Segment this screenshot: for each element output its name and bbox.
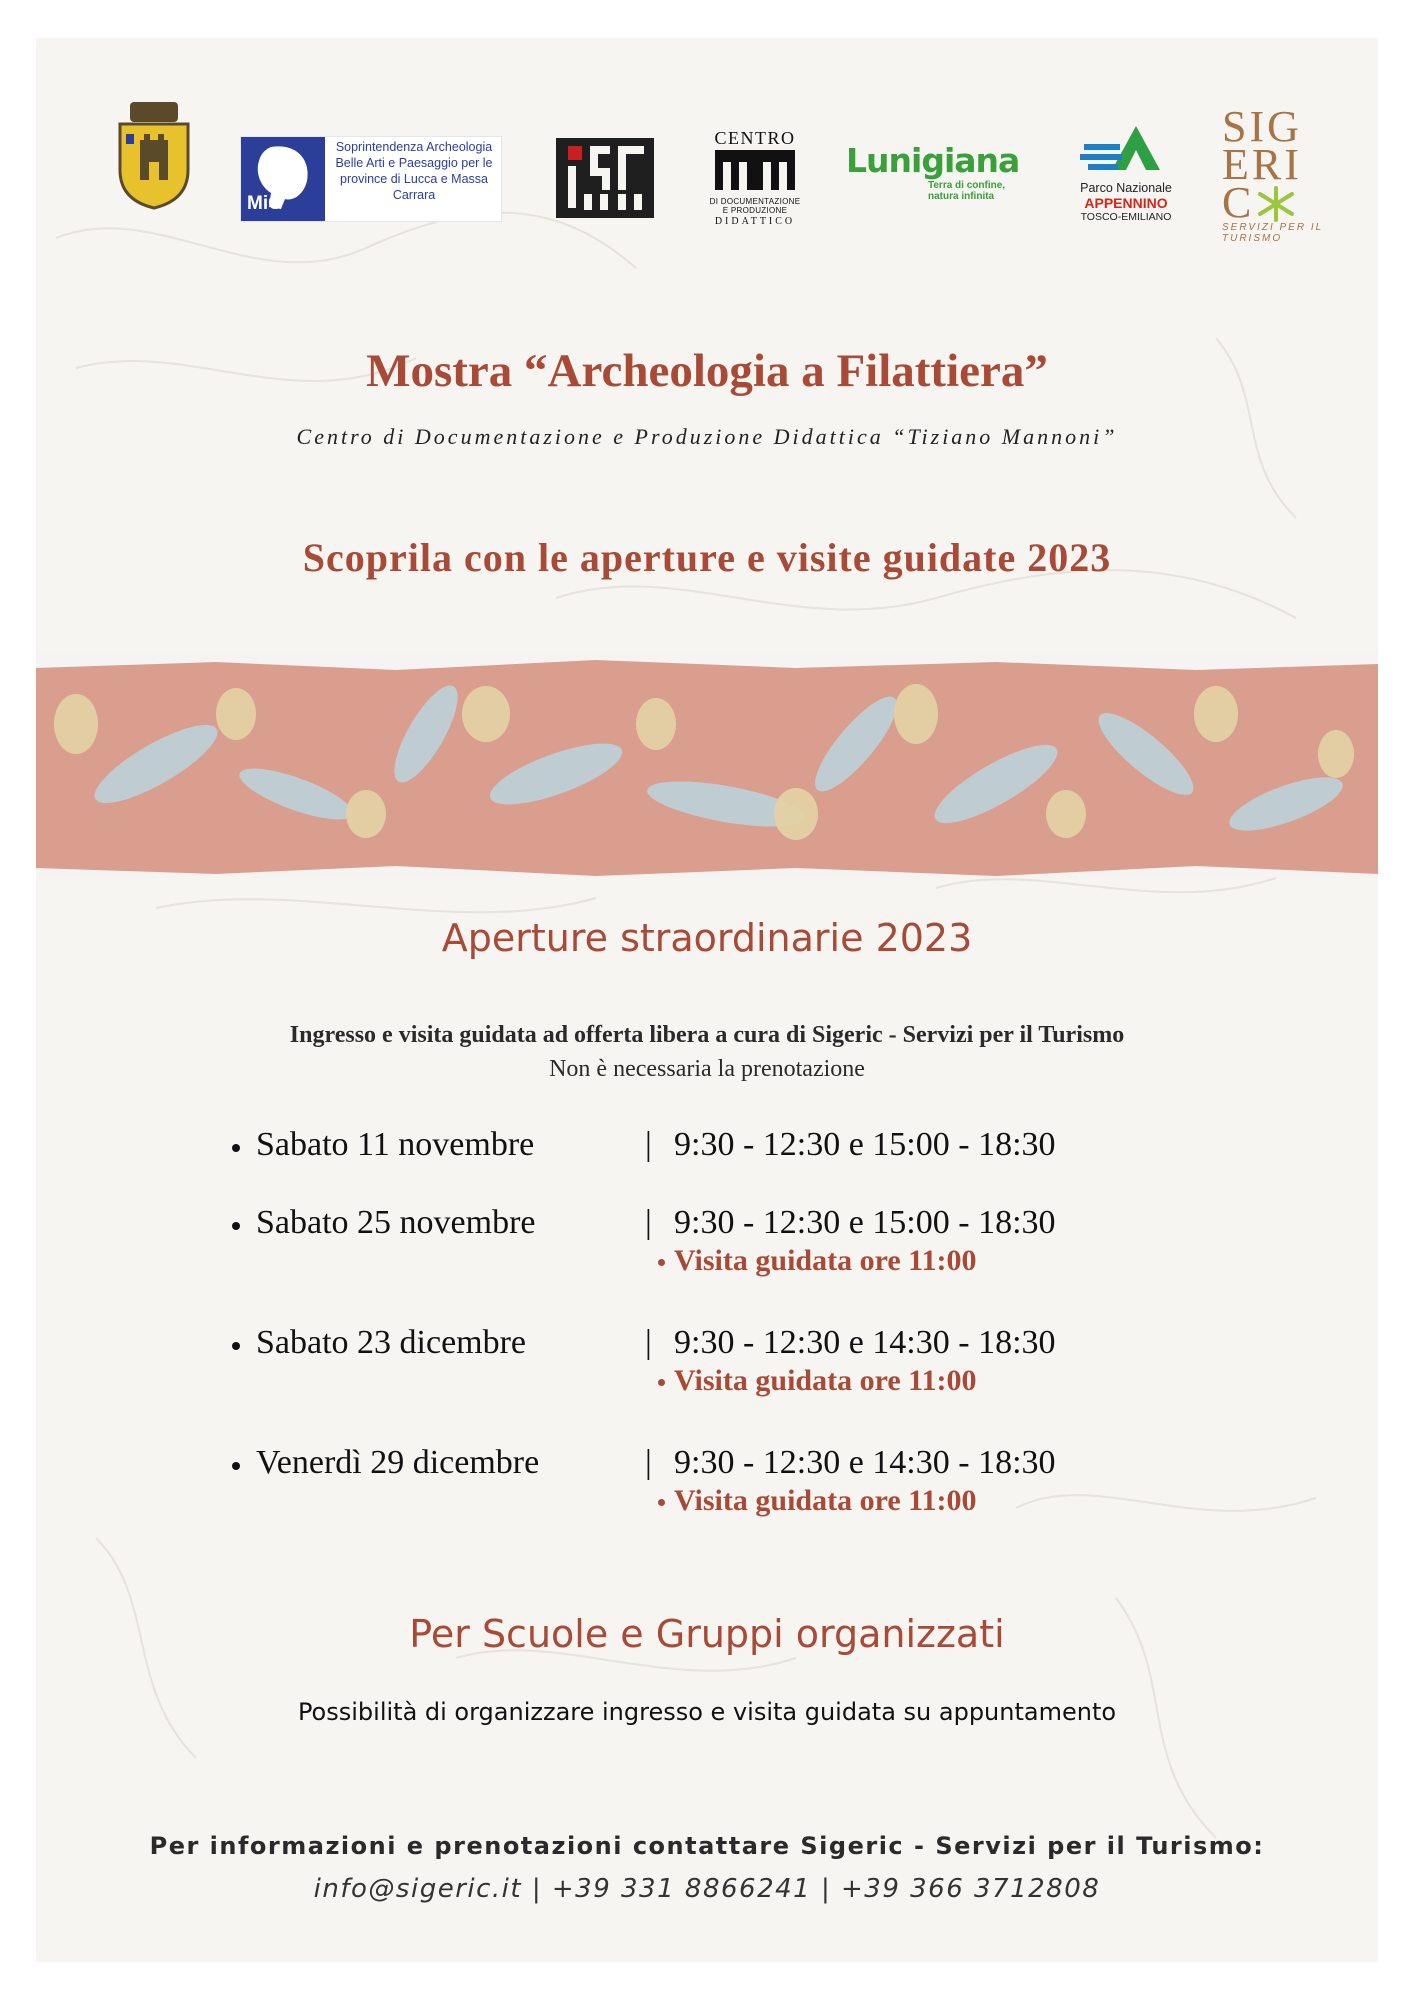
background-sketch (36, 38, 1378, 1962)
sigeric-subtitle: SERVIZI PER IL TURISMO (1222, 222, 1323, 244)
aperture-title: Aperture straordinarie 2023 (441, 916, 973, 960)
groups-text: Possibilità di organizzare ingresso e visita guidata su appuntamento (297, 1698, 1117, 1726)
iscum-logo (556, 138, 654, 218)
sigeric-row3: C (1222, 178, 1255, 227)
schedule-day: Sabato 25 novembre (256, 1204, 536, 1241)
schedule-separator: | (645, 1204, 652, 1241)
schedule-hours: 9:30 - 12:30 e 15:00 - 18:30 (674, 1204, 1056, 1241)
bullet-icon (232, 1144, 240, 1152)
bullet-icon (232, 1222, 240, 1230)
aperture-note: Non è necessaria la prenotazione (549, 1056, 865, 1082)
centro-documentazione-logo (708, 128, 802, 232)
mic-label: MiC (247, 193, 282, 214)
schedule-guided-visit: Visita guidata ore 11:00 (674, 1244, 977, 1277)
lunigiana-tagline: Terra di confine, natura infinita (928, 180, 1006, 202)
poster (36, 38, 1378, 1962)
exhibition-tagline: Scoprila con le aperture e visite guidate 2023 (302, 535, 1112, 580)
exhibition-title: Mostra “Archeologia a Filattiera” (366, 345, 1048, 397)
parco-line3: TOSCO-EMILIANO (1080, 211, 1172, 223)
sigeric-row1: SIG (1222, 102, 1302, 151)
schedule-day: Sabato 11 novembre (256, 1126, 535, 1163)
guided-bullet-icon (658, 1379, 665, 1386)
schedule-day: Venerdì 29 dicembre (256, 1444, 540, 1481)
parco-mountain-icon (1076, 122, 1176, 174)
contact-details: info@sigeric.it | +39 331 8866241 | +39 366 3712808 (313, 1874, 1101, 1904)
schedule-separator: | (645, 1126, 652, 1163)
sabap-text: Soprintendenza Archeologia Belle Arti e Paesaggio per le province di Lucca e Massa Carrara (335, 140, 493, 202)
sigeric-row3-wrap (1222, 178, 1326, 227)
exhibition-subtitle: Centro di Documentazione e Produzione Didattica “Tiziano Mannoni” (296, 424, 1118, 449)
centro-title: CENTRO (714, 128, 796, 148)
schedule-separator: | (645, 1324, 652, 1361)
schedule-hours: 9:30 - 12:30 e 14:30 - 18:30 (674, 1324, 1056, 1361)
centro-subtitle: DI DOCUMENTAZIONE E PRODUZIONE (709, 197, 801, 215)
parco-line1: Parco Nazionale (1080, 181, 1172, 195)
schedule-guided-visit: Visita guidata ore 11:00 (674, 1364, 977, 1397)
groups-title: Per Scuole e Gruppi organizzati (409, 1612, 1005, 1656)
schedule-hours: 9:30 - 12:30 e 15:00 - 18:30 (674, 1126, 1056, 1163)
bullet-icon (232, 1462, 240, 1470)
guided-bullet-icon (658, 1259, 665, 1266)
sabap-mic-logo (240, 136, 502, 222)
aperture-offer: Ingresso e visita guidata ad offerta libera a cura di Sigeric - Servizi per il Turismo (289, 1022, 1125, 1048)
filattiera-crest-logo (114, 100, 194, 210)
schedule-list (36, 1126, 1378, 1546)
guided-bullet-icon (658, 1499, 665, 1506)
bullet-icon (232, 1342, 240, 1350)
mic-mark (241, 137, 325, 221)
lunigiana-logo (846, 142, 1026, 212)
parco-line2: APPENNINO (1084, 195, 1168, 211)
contact-label: Per informazioni e prenotazioni contattare Sigeric - Servizi per il Turismo: (149, 1832, 1265, 1860)
schedule-separator: | (645, 1444, 652, 1481)
schedule-hours: 9:30 - 12:30 e 14:30 - 18:30 (674, 1444, 1056, 1481)
sigeric-row2: ERI (1222, 140, 1302, 189)
centro-mark-icon (713, 148, 797, 192)
sigeric-star-icon (1256, 186, 1296, 222)
parco-appennino-logo (1068, 122, 1184, 232)
schedule-guided-visit: Visita guidata ore 11:00 (674, 1484, 977, 1517)
centro-didattico: DIDATTICO (714, 216, 796, 227)
sigeric-logo (1222, 102, 1326, 248)
decorative-fresco-band (36, 654, 1378, 878)
schedule-day: Sabato 23 dicembre (256, 1324, 527, 1361)
lunigiana-name: Lunigiana (846, 141, 1020, 180)
